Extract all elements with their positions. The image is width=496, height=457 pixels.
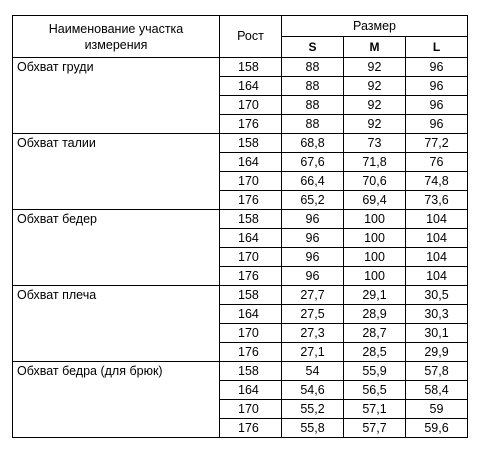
size-s-cell: 67,6 xyxy=(282,153,344,172)
header-row-top xyxy=(13,16,468,37)
size-s-cell: 96 xyxy=(282,267,344,286)
height-cell: 176 xyxy=(220,343,282,362)
measurement-name-cell: Обхват бедер xyxy=(13,210,220,286)
height-cell: 176 xyxy=(220,267,282,286)
size-l-cell: 104 xyxy=(406,267,468,286)
size-m-cell: 92 xyxy=(344,115,406,134)
height-cell: 164 xyxy=(220,77,282,96)
size-m-cell: 56,5 xyxy=(344,381,406,400)
size-s-cell: 88 xyxy=(282,77,344,96)
size-s-cell: 65,2 xyxy=(282,191,344,210)
size-m-cell: 100 xyxy=(344,248,406,267)
size-s-cell: 66,4 xyxy=(282,172,344,191)
size-m-cell: 92 xyxy=(344,96,406,115)
height-cell: 158 xyxy=(220,210,282,229)
size-s-cell: 96 xyxy=(282,229,344,248)
height-cell: 170 xyxy=(220,248,282,267)
size-l-cell: 77,2 xyxy=(406,134,468,153)
size-l-cell: 59 xyxy=(406,400,468,419)
size-l-cell: 57,8 xyxy=(406,362,468,381)
size-l-cell: 59,6 xyxy=(406,419,468,438)
height-cell: 170 xyxy=(220,400,282,419)
height-cell: 158 xyxy=(220,134,282,153)
size-m-cell: 92 xyxy=(344,58,406,77)
size-m-cell: 73 xyxy=(344,134,406,153)
height-cell: 158 xyxy=(220,286,282,305)
height-cell: 176 xyxy=(220,191,282,210)
height-cell: 164 xyxy=(220,381,282,400)
measurement-name-cell: Обхват груди xyxy=(13,58,220,134)
size-s-cell: 96 xyxy=(282,248,344,267)
height-cell: 170 xyxy=(220,96,282,115)
size-s-cell: 27,1 xyxy=(282,343,344,362)
size-m-header: M xyxy=(344,37,406,58)
size-s-cell: 27,3 xyxy=(282,324,344,343)
size-s-cell: 88 xyxy=(282,96,344,115)
height-header: Рост xyxy=(220,16,282,58)
height-cell: 170 xyxy=(220,172,282,191)
size-m-cell: 28,7 xyxy=(344,324,406,343)
size-m-cell: 55,9 xyxy=(344,362,406,381)
size-s-cell: 54,6 xyxy=(282,381,344,400)
table-row xyxy=(13,210,468,229)
size-s-cell: 55,8 xyxy=(282,419,344,438)
size-m-cell: 100 xyxy=(344,210,406,229)
size-s-cell: 55,2 xyxy=(282,400,344,419)
size-l-cell: 30,5 xyxy=(406,286,468,305)
size-m-cell: 100 xyxy=(344,229,406,248)
size-l-cell: 104 xyxy=(406,229,468,248)
height-cell: 158 xyxy=(220,58,282,77)
size-s-cell: 88 xyxy=(282,115,344,134)
size-l-cell: 58,4 xyxy=(406,381,468,400)
size-m-cell: 28,9 xyxy=(344,305,406,324)
height-cell: 164 xyxy=(220,153,282,172)
height-cell: 170 xyxy=(220,324,282,343)
height-cell: 176 xyxy=(220,115,282,134)
size-m-cell: 92 xyxy=(344,77,406,96)
size-m-cell: 71,8 xyxy=(344,153,406,172)
parameter-header-line2: измерения xyxy=(84,37,148,52)
size-s-cell: 27,7 xyxy=(282,286,344,305)
size-s-cell: 96 xyxy=(282,210,344,229)
size-l-cell: 30,3 xyxy=(406,305,468,324)
size-s-cell: 54 xyxy=(282,362,344,381)
size-l-cell: 104 xyxy=(406,248,468,267)
parameter-header-line1: Наименование участка xyxy=(48,21,184,36)
size-s-cell: 68,8 xyxy=(282,134,344,153)
size-l-cell: 104 xyxy=(406,210,468,229)
size-m-cell: 100 xyxy=(344,267,406,286)
table-row xyxy=(13,134,468,153)
height-cell: 164 xyxy=(220,229,282,248)
size-s-cell: 27,5 xyxy=(282,305,344,324)
size-l-cell: 29,9 xyxy=(406,343,468,362)
size-s-cell: 88 xyxy=(282,58,344,77)
size-l-cell: 96 xyxy=(406,96,468,115)
size-chart-body xyxy=(13,16,468,438)
size-l-cell: 73,6 xyxy=(406,191,468,210)
parameter-header xyxy=(13,16,220,58)
size-l-cell: 96 xyxy=(406,58,468,77)
size-m-cell: 57,7 xyxy=(344,419,406,438)
size-l-cell: 96 xyxy=(406,77,468,96)
size-m-cell: 28,5 xyxy=(344,343,406,362)
measurement-name-cell: Обхват плеча xyxy=(13,286,220,362)
size-s-header: S xyxy=(282,37,344,58)
size-chart-table xyxy=(12,15,468,438)
table-row xyxy=(13,362,468,381)
height-cell: 164 xyxy=(220,305,282,324)
size-m-cell: 29,1 xyxy=(344,286,406,305)
size-l-cell: 74,8 xyxy=(406,172,468,191)
table-row xyxy=(13,58,468,77)
height-cell: 176 xyxy=(220,419,282,438)
height-cell: 158 xyxy=(220,362,282,381)
size-group-header: Размер xyxy=(282,16,468,37)
size-m-cell: 70,6 xyxy=(344,172,406,191)
table-row xyxy=(13,286,468,305)
measurement-name-cell: Обхват бедра (для брюк) xyxy=(13,362,220,438)
measurement-name-cell: Обхват талии xyxy=(13,134,220,210)
size-m-cell: 69,4 xyxy=(344,191,406,210)
size-l-cell: 96 xyxy=(406,115,468,134)
size-m-cell: 57,1 xyxy=(344,400,406,419)
size-l-header: L xyxy=(406,37,468,58)
size-l-cell: 30,1 xyxy=(406,324,468,343)
size-l-cell: 76 xyxy=(406,153,468,172)
